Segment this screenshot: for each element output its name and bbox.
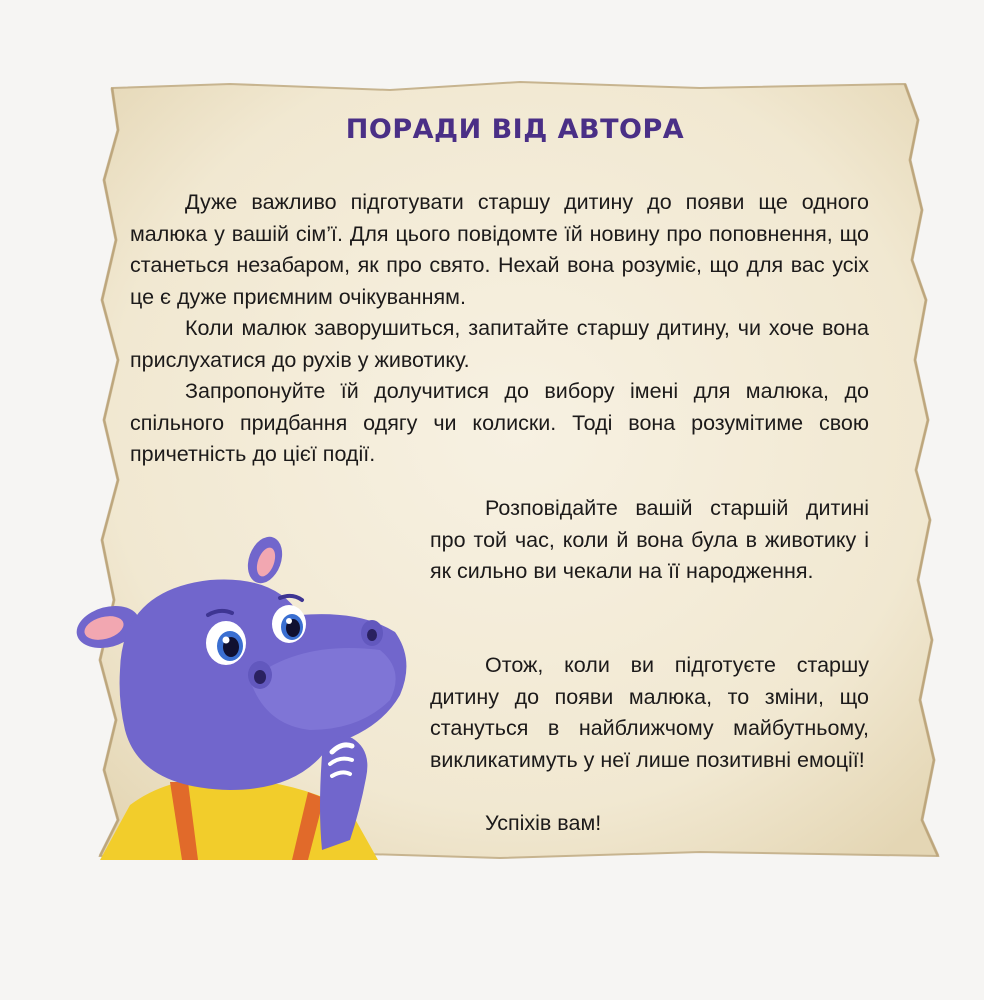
hippo-illustration	[60, 520, 420, 860]
advice-paragraph: Запропонуйте їй долучитися до вибору імені для малюка, до спільного придбання одягу чи колиски. Тоді вона розумітиме свою причетність до цієї події.	[130, 379, 869, 466]
advice-paragraph: Коли малюк заворушиться, запитайте старшу дитину, чи хоче вона прислухатися до рухів у животику.	[130, 316, 869, 372]
advice-paragraph: Дуже важливо підготувати старшу дитину до появи ще одного малюка у вашій сім’ї. Для цього повідомте їй новину про поповнення, що станеться незабаром, як про свято. Нехай вона розуміє, що для вас усіх це є дуже приємним очікуванням.	[130, 190, 869, 309]
advice-paragraph: Розповідайте вашій старшій дитині про той час, коли й вона була в животику і як сильно ви чекали на її народження.	[430, 496, 869, 583]
closing-wish: Успіхів вам!	[485, 811, 602, 835]
page-title: ПОРАДИ ВІД АВТОРА	[345, 114, 685, 145]
advice-paragraph: Отож, коли ви підготуєте старшу дитину до появи малюка, то зміни, що стануться в найближчому майбутньому, викликатимуть у неї лише позитивні емоції!	[430, 653, 869, 772]
